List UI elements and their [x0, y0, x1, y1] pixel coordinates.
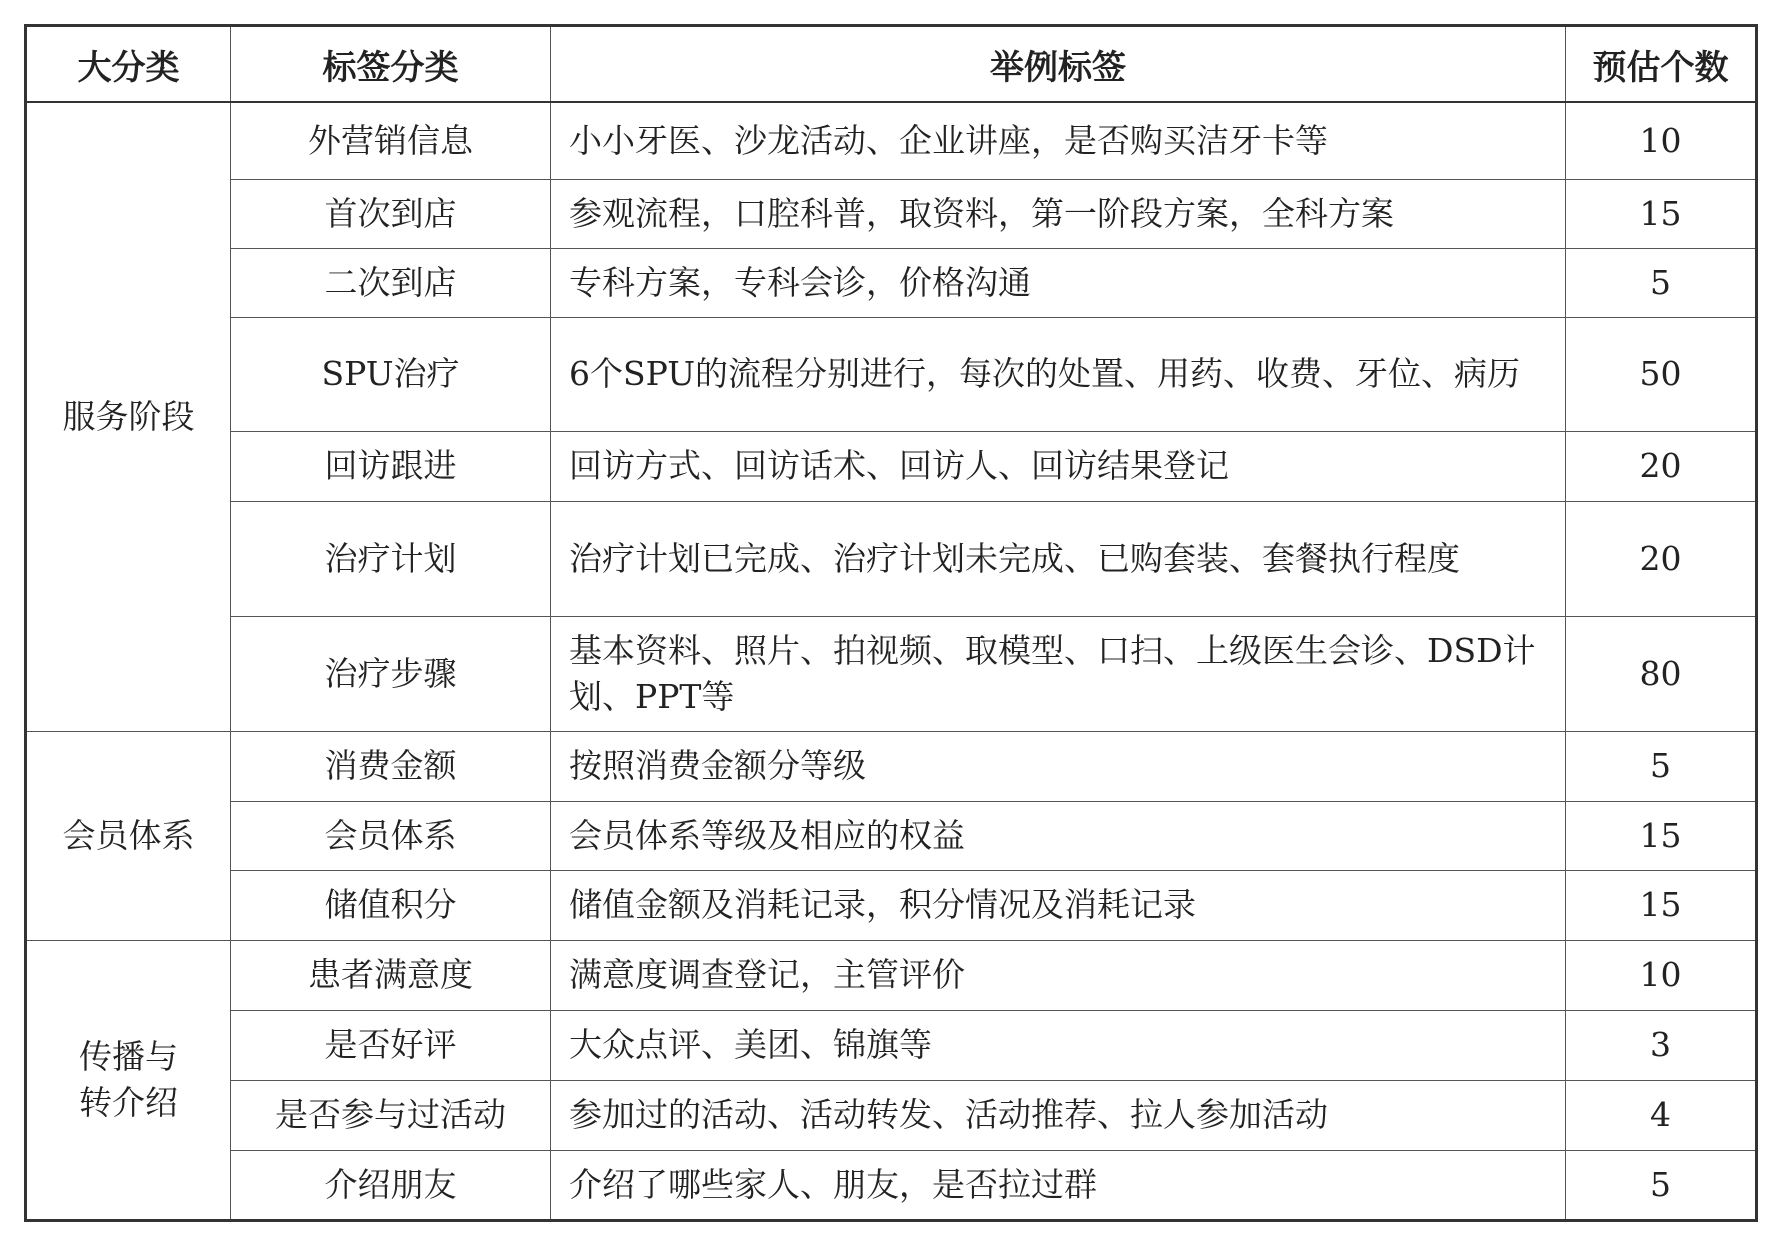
category-cell-service-stage: 服务阶段 — [26, 102, 231, 731]
estimated-count-cell: 5 — [1566, 248, 1757, 317]
tag-category-cell: 外营销信息 — [231, 102, 551, 179]
example-tags-cell: 满意度调查登记，主管评价 — [551, 940, 1566, 1010]
example-tags-cell: 储值金额及消耗记录，积分情况及消耗记录 — [551, 870, 1566, 940]
estimated-count-cell: 50 — [1566, 317, 1757, 431]
example-tags-cell: 参加过的活动、活动转发、活动推荐、拉人参加活动 — [551, 1080, 1566, 1150]
table-row — [26, 616, 1757, 731]
tag-category-cell: 治疗步骤 — [231, 616, 551, 731]
estimated-count-cell: 20 — [1566, 501, 1757, 616]
table-row — [26, 870, 1757, 940]
tag-category-cell: 介绍朋友 — [231, 1150, 551, 1220]
table-row — [26, 801, 1757, 870]
tag-category-cell: 会员体系 — [231, 801, 551, 870]
header-category: 大分类 — [26, 26, 231, 103]
example-tags-cell: 按照消费金额分等级 — [551, 731, 1566, 801]
table-row — [26, 1150, 1757, 1220]
estimated-count-cell: 10 — [1566, 102, 1757, 179]
category-name-line2: 转介绍 — [79, 1082, 178, 1122]
tag-category-cell: 二次到店 — [231, 248, 551, 317]
header-example-tags: 举例标签 — [551, 26, 1566, 103]
category-cell-membership: 会员体系 — [26, 731, 231, 940]
table-row — [26, 317, 1757, 431]
example-tags-cell: 大众点评、美团、锦旗等 — [551, 1010, 1566, 1080]
example-tags-cell: 会员体系等级及相应的权益 — [551, 801, 1566, 870]
tag-category-cell: 储值积分 — [231, 870, 551, 940]
example-tags-cell: 基本资料、照片、拍视频、取模型、口扫、上级医生会诊、DSD计划、PPT等 — [551, 616, 1566, 731]
header-tag-category: 标签分类 — [231, 26, 551, 103]
tag-category-cell: SPU治疗 — [231, 317, 551, 431]
estimated-count-cell: 4 — [1566, 1080, 1757, 1150]
estimated-count-cell: 20 — [1566, 431, 1757, 501]
table-row — [26, 431, 1757, 501]
category-cell-referral — [26, 940, 231, 1220]
example-tags-cell: 回访方式、回访话术、回访人、回访结果登记 — [551, 431, 1566, 501]
table-row — [26, 731, 1757, 801]
tag-category-cell: 是否参与过活动 — [231, 1080, 551, 1150]
example-tags-cell: 参观流程，口腔科普，取资料，第一阶段方案，全科方案 — [551, 179, 1566, 248]
table-row — [26, 940, 1757, 1010]
estimated-count-cell: 15 — [1566, 870, 1757, 940]
example-tags-cell: 介绍了哪些家人、朋友，是否拉过群 — [551, 1150, 1566, 1220]
estimated-count-cell: 15 — [1566, 179, 1757, 248]
header-row — [26, 26, 1757, 103]
table-row — [26, 102, 1757, 179]
estimated-count-cell: 10 — [1566, 940, 1757, 1010]
category-name-line1: 传播与 — [79, 1036, 178, 1076]
example-tags-cell: 小小牙医、沙龙活动、企业讲座，是否购买洁牙卡等 — [551, 102, 1566, 179]
tag-category-cell: 回访跟进 — [231, 431, 551, 501]
estimated-count-cell: 80 — [1566, 616, 1757, 731]
estimated-count-cell: 15 — [1566, 801, 1757, 870]
header-estimated-count: 预估个数 — [1566, 26, 1757, 103]
table-row — [26, 179, 1757, 248]
tag-category-cell: 首次到店 — [231, 179, 551, 248]
tag-table — [24, 24, 1758, 1222]
example-tags-cell: 6个SPU的流程分别进行，每次的处置、用药、收费、牙位、病历 — [551, 317, 1566, 431]
tag-category-cell: 治疗计划 — [231, 501, 551, 616]
table-row — [26, 1080, 1757, 1150]
table-row — [26, 501, 1757, 616]
example-tags-cell: 治疗计划已完成、治疗计划未完成、已购套装、套餐执行程度 — [551, 501, 1566, 616]
table-row — [26, 1010, 1757, 1080]
tag-category-cell: 是否好评 — [231, 1010, 551, 1080]
tag-category-cell: 患者满意度 — [231, 940, 551, 1010]
estimated-count-cell: 5 — [1566, 1150, 1757, 1220]
tag-category-cell: 消费金额 — [231, 731, 551, 801]
estimated-count-cell: 3 — [1566, 1010, 1757, 1080]
example-tags-cell: 专科方案，专科会诊，价格沟通 — [551, 248, 1566, 317]
estimated-count-cell: 5 — [1566, 731, 1757, 801]
table-row — [26, 248, 1757, 317]
